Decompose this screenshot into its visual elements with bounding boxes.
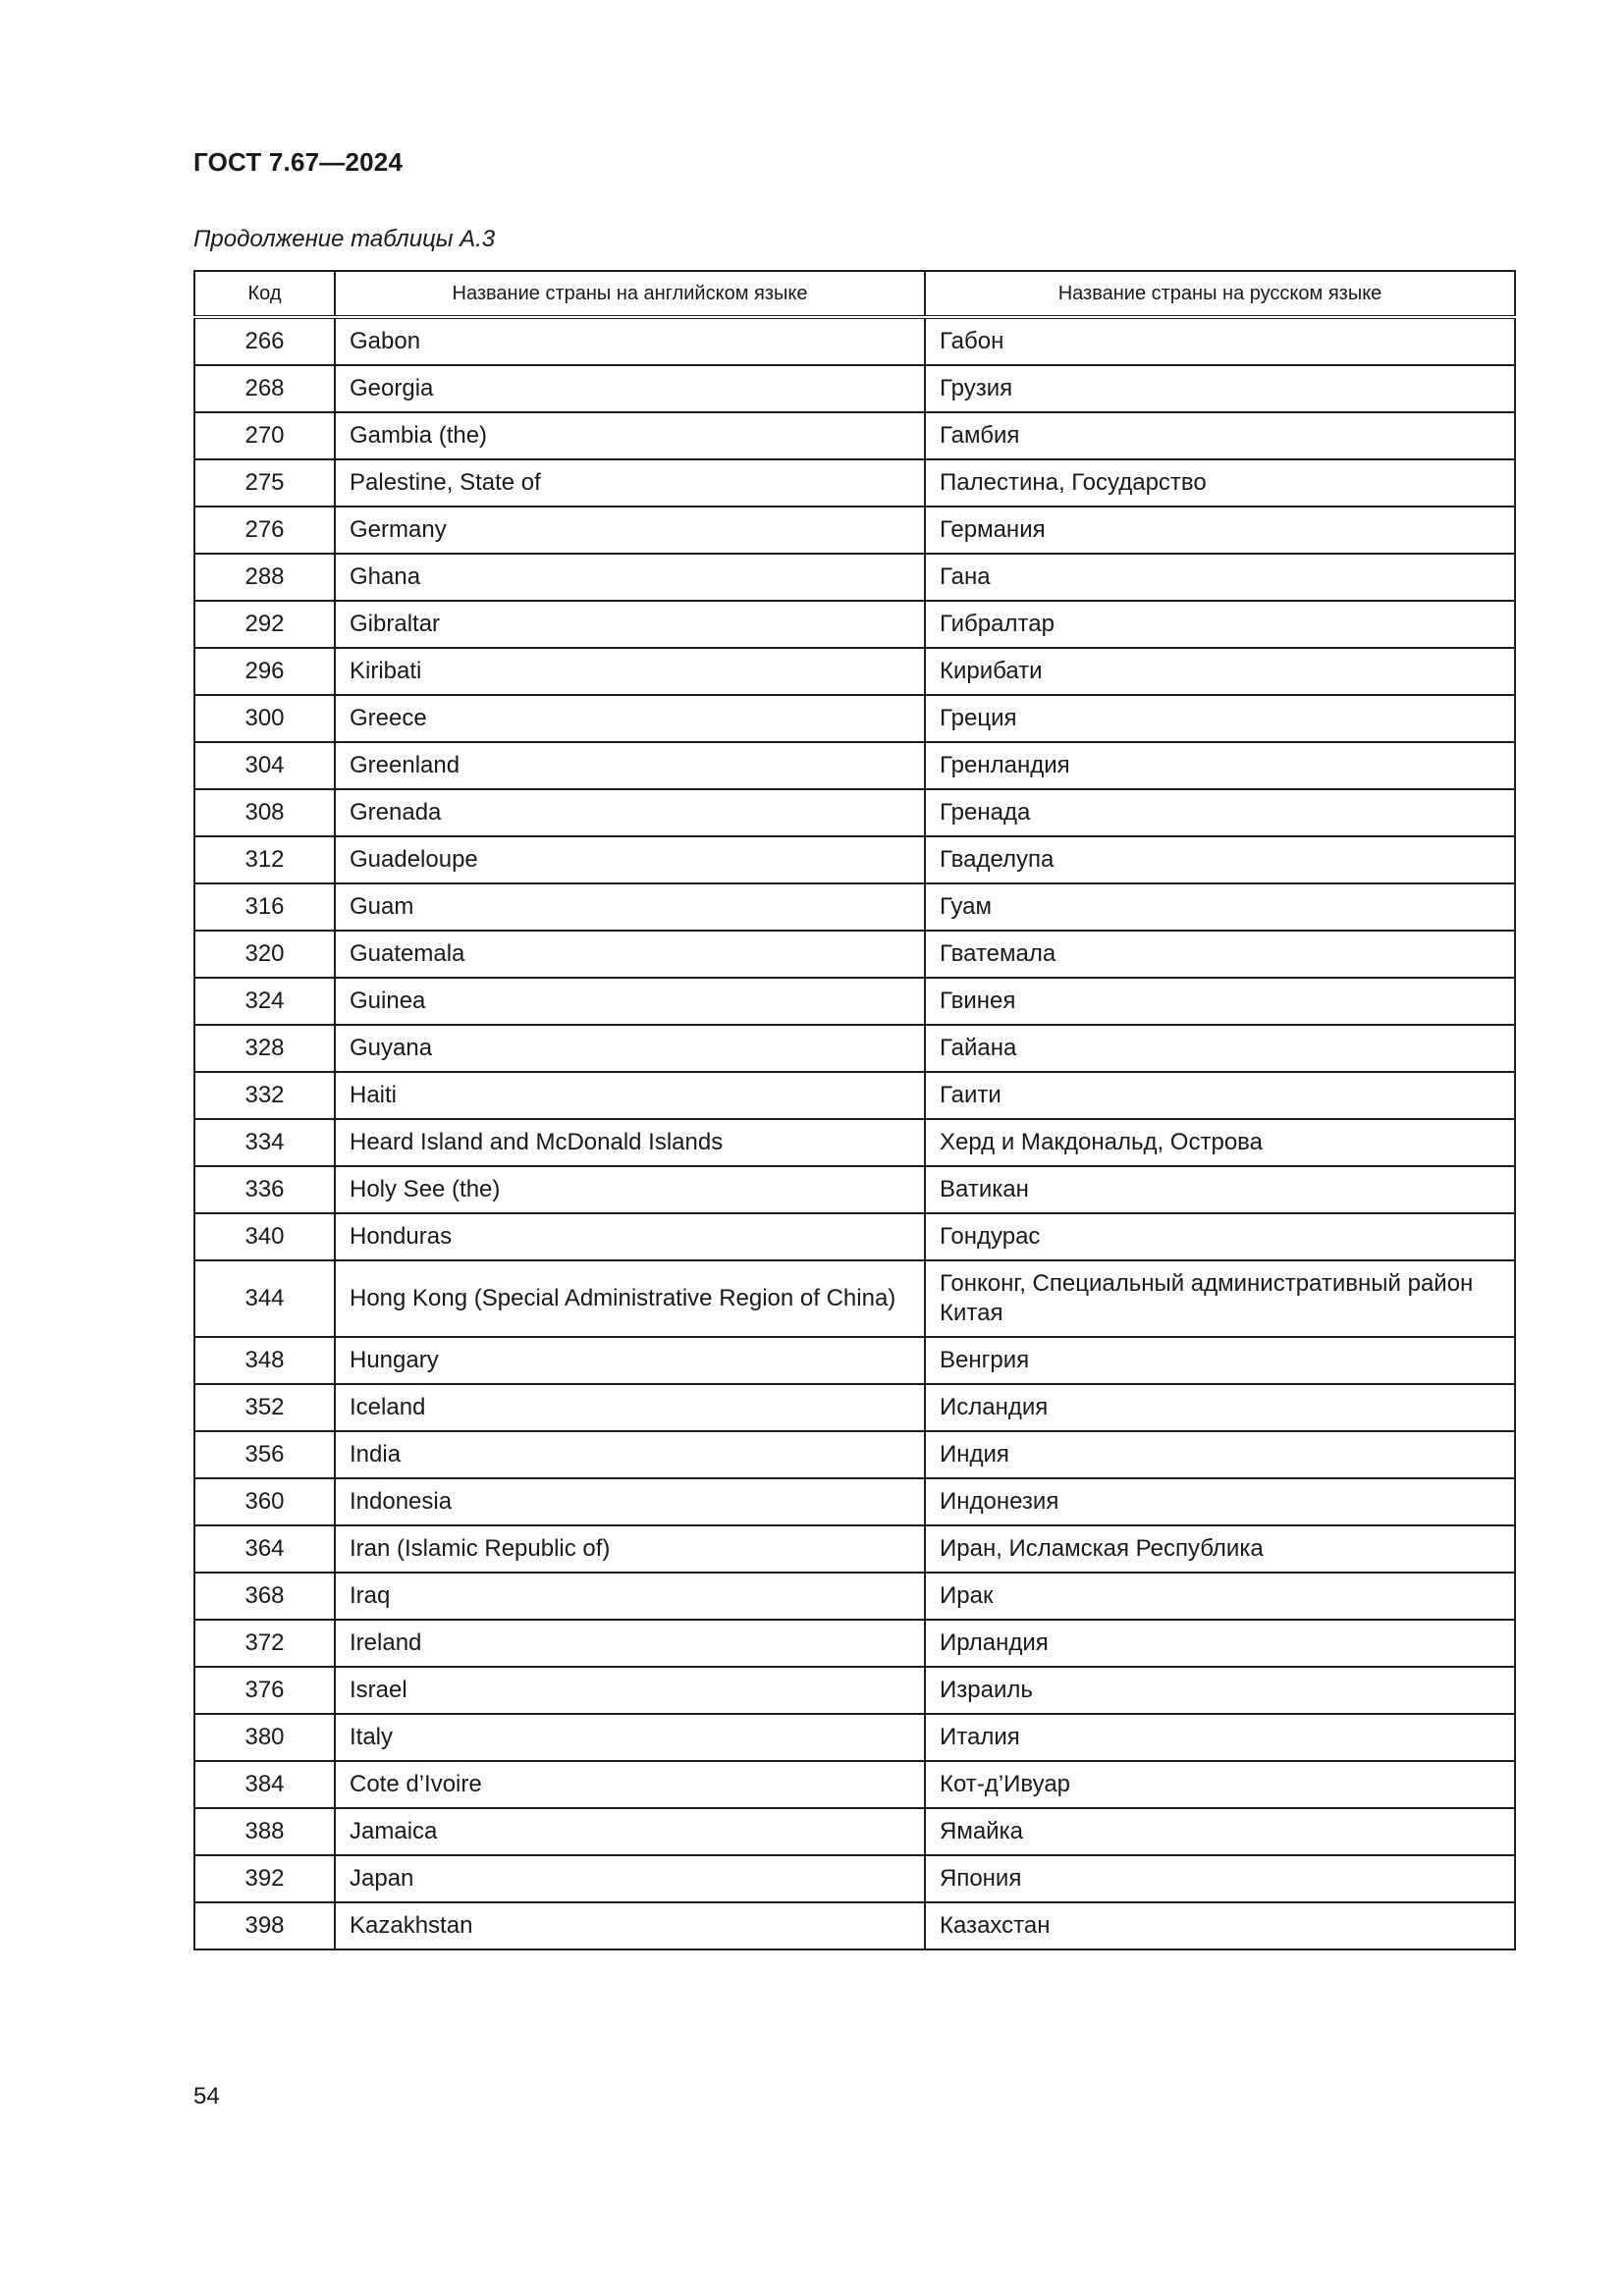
russian-name-cell: Гренландия — [925, 742, 1515, 789]
table-row — [194, 1761, 1515, 1808]
table-row — [194, 1902, 1515, 1949]
country-code-cell: 384 — [194, 1761, 335, 1808]
country-code-cell: 380 — [194, 1714, 335, 1761]
english-name-cell: Gibraltar — [335, 601, 925, 648]
country-code-cell: 328 — [194, 1025, 335, 1072]
russian-name-cell: Ирландия — [925, 1620, 1515, 1667]
table-header-row — [194, 271, 1515, 317]
table-row — [194, 883, 1515, 931]
russian-name-cell: Италия — [925, 1714, 1515, 1761]
russian-name-cell: Херд и Макдональд, Острова — [925, 1119, 1515, 1166]
country-code-cell: 312 — [194, 836, 335, 883]
country-code-cell: 344 — [194, 1260, 335, 1337]
column-header-english-name: Название страны на английском языке — [335, 271, 925, 317]
english-name-cell: Gambia (the) — [335, 412, 925, 459]
russian-name-cell: Гибралтар — [925, 601, 1515, 648]
english-name-cell: Italy — [335, 1714, 925, 1761]
country-code-cell: 268 — [194, 365, 335, 412]
table-row — [194, 1808, 1515, 1855]
country-code-cell: 360 — [194, 1478, 335, 1525]
english-name-cell: Honduras — [335, 1213, 925, 1260]
russian-name-cell: Ирак — [925, 1573, 1515, 1620]
country-code-cell: 388 — [194, 1808, 335, 1855]
russian-name-cell: Япония — [925, 1855, 1515, 1902]
country-code-cell: 288 — [194, 554, 335, 601]
table-row — [194, 412, 1515, 459]
table-row — [194, 1337, 1515, 1384]
english-name-cell: Ghana — [335, 554, 925, 601]
english-name-cell: Jamaica — [335, 1808, 925, 1855]
document-header: ГОСТ 7.67—2024 — [193, 147, 404, 177]
russian-name-cell: Гана — [925, 554, 1515, 601]
table-body — [194, 317, 1515, 1949]
country-code-cell: 364 — [194, 1525, 335, 1573]
russian-name-cell: Гондурас — [925, 1213, 1515, 1260]
table-row — [194, 695, 1515, 742]
russian-name-cell: Казахстан — [925, 1902, 1515, 1949]
english-name-cell: Guinea — [335, 978, 925, 1025]
table-row — [194, 1855, 1515, 1902]
russian-name-cell: Грузия — [925, 365, 1515, 412]
english-name-cell: Kazakhstan — [335, 1902, 925, 1949]
table-row — [194, 1384, 1515, 1431]
table-row — [194, 1478, 1515, 1525]
country-code-cell: 336 — [194, 1166, 335, 1213]
russian-name-cell: Гонконг, Специальный административный район Китая — [925, 1260, 1515, 1337]
table-row — [194, 1260, 1515, 1337]
russian-name-cell: Германия — [925, 507, 1515, 554]
russian-name-cell: Венгрия — [925, 1337, 1515, 1384]
page-number: 54 — [193, 2083, 220, 2109]
country-code-cell: 392 — [194, 1855, 335, 1902]
country-code-cell: 320 — [194, 931, 335, 978]
english-name-cell: Kiribati — [335, 648, 925, 695]
country-code-cell: 368 — [194, 1573, 335, 1620]
table-row — [194, 507, 1515, 554]
country-code-cell: 266 — [194, 317, 335, 365]
table-row — [194, 789, 1515, 836]
table-row — [194, 1119, 1515, 1166]
table-caption: Продолжение таблицы А.3 — [193, 226, 496, 252]
table-row — [194, 836, 1515, 883]
english-name-cell: India — [335, 1431, 925, 1478]
english-name-cell: Hong Kong (Special Administrative Region of China) — [335, 1260, 925, 1337]
country-code-cell: 340 — [194, 1213, 335, 1260]
country-codes-table — [193, 270, 1516, 1950]
russian-name-cell: Габон — [925, 317, 1515, 365]
country-code-cell: 332 — [194, 1072, 335, 1119]
country-code-cell: 398 — [194, 1902, 335, 1949]
russian-name-cell: Гамбия — [925, 412, 1515, 459]
table-row — [194, 648, 1515, 695]
russian-name-cell: Гваделупа — [925, 836, 1515, 883]
table-row — [194, 1620, 1515, 1667]
table-row — [194, 601, 1515, 648]
country-code-cell: 292 — [194, 601, 335, 648]
english-name-cell: Iceland — [335, 1384, 925, 1431]
table-row — [194, 978, 1515, 1025]
table-row — [194, 1431, 1515, 1478]
russian-name-cell: Гайана — [925, 1025, 1515, 1072]
english-name-cell: Hungary — [335, 1337, 925, 1384]
english-name-cell: Israel — [335, 1667, 925, 1714]
table-row — [194, 1525, 1515, 1573]
english-name-cell: Guam — [335, 883, 925, 931]
russian-name-cell: Индия — [925, 1431, 1515, 1478]
english-name-cell: Iraq — [335, 1573, 925, 1620]
country-code-cell: 300 — [194, 695, 335, 742]
english-name-cell: Guatemala — [335, 931, 925, 978]
english-name-cell: Georgia — [335, 365, 925, 412]
english-name-cell: Cote d’Ivoire — [335, 1761, 925, 1808]
english-name-cell: Guyana — [335, 1025, 925, 1072]
russian-name-cell: Израиль — [925, 1667, 1515, 1714]
english-name-cell: Japan — [335, 1855, 925, 1902]
table-header — [194, 271, 1515, 317]
country-code-cell: 304 — [194, 742, 335, 789]
table-row — [194, 742, 1515, 789]
country-code-cell: 308 — [194, 789, 335, 836]
english-name-cell: Ireland — [335, 1620, 925, 1667]
english-name-cell: Greece — [335, 695, 925, 742]
russian-name-cell: Гвинея — [925, 978, 1515, 1025]
country-code-cell: 348 — [194, 1337, 335, 1384]
english-name-cell: Haiti — [335, 1072, 925, 1119]
country-codes-table-container — [193, 270, 1514, 1950]
russian-name-cell: Палестина, Государство — [925, 459, 1515, 507]
table-row — [194, 1072, 1515, 1119]
column-header-code: Код — [194, 271, 335, 317]
english-name-cell: Iran (Islamic Republic of) — [335, 1525, 925, 1573]
russian-name-cell: Иран, Исламская Республика — [925, 1525, 1515, 1573]
table-row — [194, 459, 1515, 507]
english-name-cell: Gabon — [335, 317, 925, 365]
table-row — [194, 1573, 1515, 1620]
russian-name-cell: Греция — [925, 695, 1515, 742]
table-row — [194, 317, 1515, 365]
country-code-cell: 316 — [194, 883, 335, 931]
country-code-cell: 276 — [194, 507, 335, 554]
table-row — [194, 1667, 1515, 1714]
russian-name-cell: Индонезия — [925, 1478, 1515, 1525]
english-name-cell: Heard Island and McDonald Islands — [335, 1119, 925, 1166]
russian-name-cell: Гватемала — [925, 931, 1515, 978]
country-code-cell: 356 — [194, 1431, 335, 1478]
english-name-cell: Palestine, State of — [335, 459, 925, 507]
table-row — [194, 1213, 1515, 1260]
russian-name-cell: Гуам — [925, 883, 1515, 931]
table-row — [194, 1166, 1515, 1213]
country-code-cell: 324 — [194, 978, 335, 1025]
table-row — [194, 1025, 1515, 1072]
english-name-cell: Indonesia — [335, 1478, 925, 1525]
country-code-cell: 352 — [194, 1384, 335, 1431]
english-name-cell: Germany — [335, 507, 925, 554]
country-code-cell: 334 — [194, 1119, 335, 1166]
country-code-cell: 270 — [194, 412, 335, 459]
english-name-cell: Guadeloupe — [335, 836, 925, 883]
table-row — [194, 554, 1515, 601]
country-code-cell: 376 — [194, 1667, 335, 1714]
russian-name-cell: Гренада — [925, 789, 1515, 836]
country-code-cell: 275 — [194, 459, 335, 507]
russian-name-cell: Кот-д’Ивуар — [925, 1761, 1515, 1808]
country-code-cell: 372 — [194, 1620, 335, 1667]
column-header-russian-name: Название страны на русском языке — [925, 271, 1515, 317]
english-name-cell: Grenada — [335, 789, 925, 836]
table-row — [194, 365, 1515, 412]
russian-name-cell: Ватикан — [925, 1166, 1515, 1213]
english-name-cell: Holy See (the) — [335, 1166, 925, 1213]
russian-name-cell: Исландия — [925, 1384, 1515, 1431]
country-code-cell: 296 — [194, 648, 335, 695]
russian-name-cell: Ямайка — [925, 1808, 1515, 1855]
table-row — [194, 1714, 1515, 1761]
table-row — [194, 931, 1515, 978]
english-name-cell: Greenland — [335, 742, 925, 789]
russian-name-cell: Гаити — [925, 1072, 1515, 1119]
russian-name-cell: Кирибати — [925, 648, 1515, 695]
